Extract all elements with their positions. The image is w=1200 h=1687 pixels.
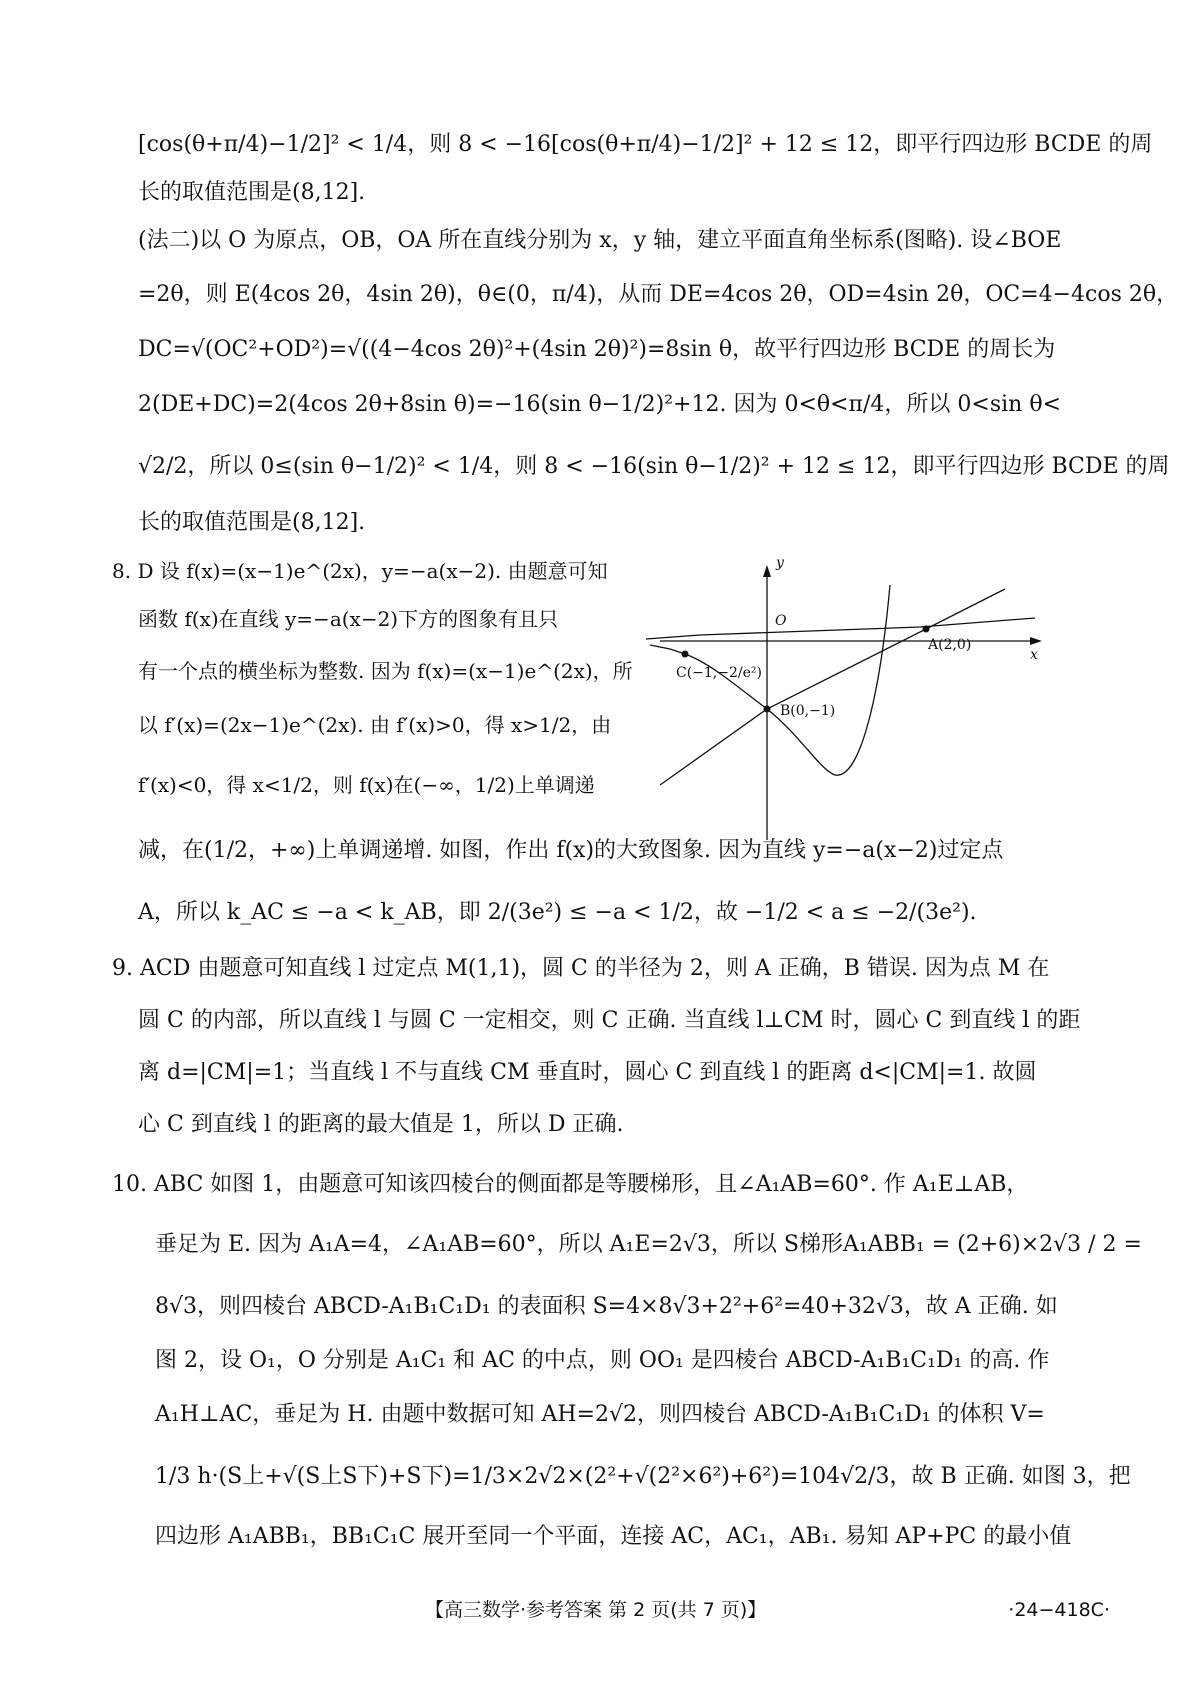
text-line: 10. ABC 如图 1，由题意可知该四棱台的侧面都是等腰梯形，且∠A₁AB=60°. 作 A₁E⊥AB， bbox=[112, 1172, 1029, 1197]
point-a-label: A(2,0) bbox=[928, 637, 972, 653]
point-a-marker bbox=[923, 626, 930, 633]
point-c-marker bbox=[682, 651, 689, 658]
text-line: DC=√(OC²+OD²)=√((4−4cos 2θ)²+(4sin 2θ)²)=8sin θ，故平行四边形 BCDE 的周长为 bbox=[138, 337, 1056, 362]
y-axis-label: y bbox=[776, 555, 784, 571]
point-b-marker bbox=[764, 706, 771, 713]
text-line: 1/3 h·(S上+√(S上S下)+S下)=1/3×2√2×(2²+√(2²×6²)+6²)=104√2/3，故 B 正确. 如图 3，把 bbox=[155, 1464, 1131, 1489]
line-ab bbox=[660, 589, 1005, 785]
x-axis-arrow bbox=[1030, 637, 1042, 645]
text-line: 2(DE+DC)=2(4cos 2θ+8sin θ)=−16(sin θ−1/2)²+12. 因为 0<θ<π/4，所以 0<sin θ< bbox=[138, 392, 1062, 417]
y-axis-arrow bbox=[763, 565, 771, 577]
text-line: 8. D 设 f(x)=(x−1)e^(2x)，y=−a(x−2). 由题意可知 bbox=[112, 559, 608, 583]
text-line: 圆 C 的内部，所以直线 l 与圆 C 一定相交，则 C 正确. 当直线 l⊥CM 时，圆心 C 到直线 l 的距 bbox=[138, 1008, 1081, 1033]
text-line: √2/2，所以 0≤(sin θ−1/2)² < 1/4，则 8 < −16(sin θ−1/2)² + 12 ≤ 12，即平行四边形 BCDE 的周 bbox=[138, 454, 1170, 479]
text-line: 图 2，设 O₁，O 分别是 A₁C₁ 和 AC 的中点，则 OO₁ 是四棱台 ABCD-A₁B₁C₁D₁ 的高. 作 bbox=[155, 1348, 1050, 1373]
x-axis-label: x bbox=[1030, 647, 1038, 663]
text-line: =2θ，则 E(4cos 2θ，4sin 2θ)，θ∈(0，π/4)，从而 DE=4cos 2θ，OD=4sin 2θ，OC=4−4cos 2θ， bbox=[138, 282, 1179, 307]
text-line: f′(x)<0，得 x<1/2，则 f(x)在(−∞，1/2)上单调递 bbox=[138, 773, 595, 797]
text-line: 长的取值范围是(8,12]. bbox=[138, 510, 366, 535]
text-line: 四边形 A₁ABB₁，BB₁C₁C 展开至同一个平面，连接 AC，AC₁，AB₁. 易知 AP+PC 的最小值 bbox=[155, 1524, 1072, 1549]
footer-code: ·24−418C· bbox=[1008, 1599, 1110, 1621]
function-graph-figure bbox=[676, 555, 1100, 840]
curve-left-tail bbox=[650, 645, 685, 654]
text-line: [cos(θ+π/4)−1/2]² < 1/4，则 8 < −16[cos(θ+π/4)−1/2]² + 12 ≤ 12，即平行四边形 BCDE 的周 bbox=[138, 132, 1153, 157]
text-line: 以 f′(x)=(2x−1)e^(2x). 由 f′(x)>0，得 x>1/2，由 bbox=[138, 713, 612, 737]
text-line: 垂足为 E. 因为 A₁A=4，∠A₁AB=60°，所以 A₁E=2√3，所以 S梯形A₁ABB₁ = (2+6)×2√3 / 2 = bbox=[155, 1232, 1142, 1257]
footer-page-info: 【高三数学·参考答案 第 2 页(共 7 页)】 bbox=[425, 1599, 767, 1621]
text-line: 有一个点的横坐标为整数. 因为 f(x)=(x−1)e^(2x)，所 bbox=[138, 659, 633, 683]
text-line: 长的取值范围是(8,12]. bbox=[138, 180, 366, 205]
text-line: 减，在(1/2，+∞)上单调递增. 如图，作出 f(x)的大致图象. 因为直线 y=−a(x−2)过定点 bbox=[138, 838, 1004, 863]
text-line: A₁H⊥AC，垂足为 H. 由题中数据可知 AH=2√2，则四棱台 ABCD-A₁B₁C₁D₁ 的体积 V= bbox=[155, 1402, 1045, 1427]
text-line: 8√3，则四棱台 ABCD-A₁B₁C₁D₁ 的表面积 S=4×8√3+2²+6²=40+32√3，故 A 正确. 如 bbox=[155, 1294, 1058, 1319]
text-line: A，所以 k_AC ≤ −a < k_AB，即 2/(3e²) ≤ −a < 1/2，故 −1/2 < a ≤ −2/(3e²). bbox=[138, 900, 977, 925]
text-line: 函数 f(x)在直线 y=−a(x−2)下方的图象有且只 bbox=[138, 607, 559, 631]
point-b-label: B(0,−1) bbox=[780, 703, 836, 719]
text-line: (法二)以 O 为原点，OB，OA 所在直线分别为 x，y 轴，建立平面直角坐标系(图略). 设∠BOE bbox=[138, 228, 1062, 253]
origin-label: O bbox=[775, 613, 787, 629]
text-line: 心 C 到直线 l 的距离的最大值是 1，所以 D 正确. bbox=[138, 1112, 624, 1137]
point-c-label: C(−1,−2/e²) bbox=[676, 665, 762, 681]
line-ac bbox=[646, 618, 1035, 639]
text-line: 9. ACD 由题意可知直线 l 过定点 M(1,1)，圆 C 的半径为 2，则 A 正确，B 错误. 因为点 M 在 bbox=[112, 956, 1050, 981]
text-line: 离 d=|CM|=1；当直线 l 不与直线 CM 垂直时，圆心 C 到直线 l 的距离 d<|CM|=1. 故圆 bbox=[138, 1060, 1037, 1085]
